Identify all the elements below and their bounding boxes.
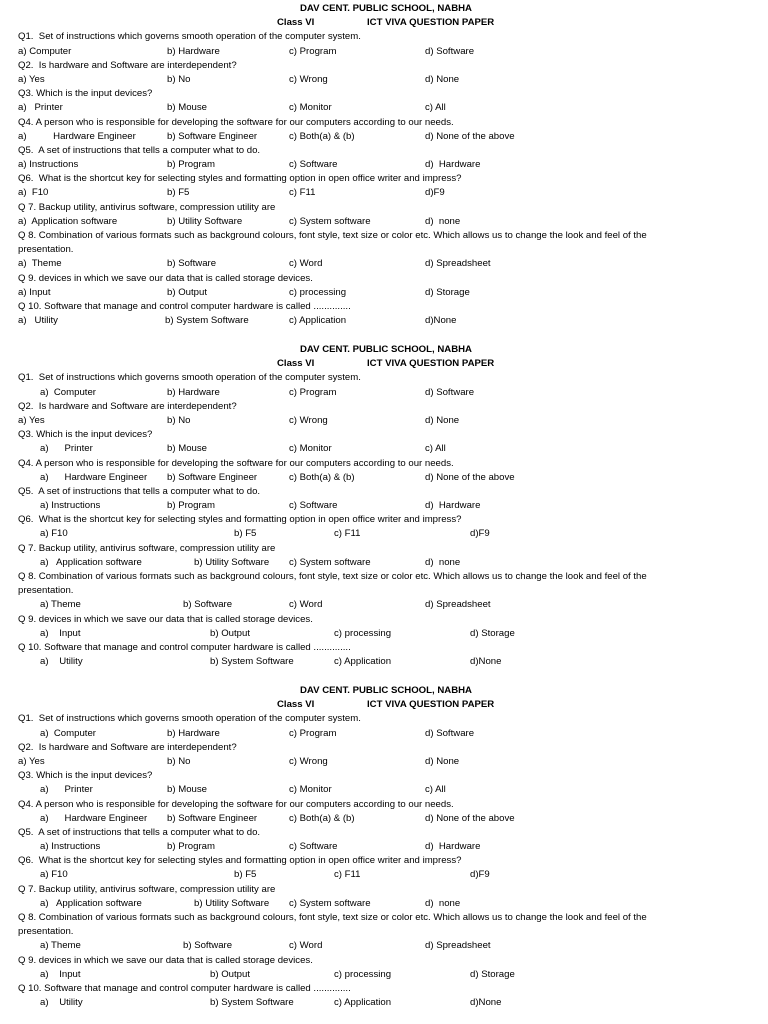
option-d: d) none: [425, 556, 461, 568]
options-line: [0, 257, 768, 271]
option-b: b) Output: [210, 627, 250, 639]
options-line: [0, 996, 768, 1010]
question-text: Q2. Is hardware and Software are interdependent?: [18, 741, 237, 753]
option-a: a) Hardware Engineer: [40, 812, 148, 824]
question-text: Q3. Which is the input devices?: [18, 429, 153, 441]
option-b: b) Program: [167, 159, 215, 171]
options-line: [0, 527, 768, 541]
option-b: b) Mouse: [167, 784, 207, 796]
options-line: [0, 45, 768, 59]
question-line: [0, 613, 768, 627]
option-c: c) Wrong: [289, 73, 328, 85]
subheader-line: [0, 16, 768, 30]
option-c: c) Software: [289, 159, 338, 171]
question-text: Q 7. Backup utility, antivirus software, compression utility are: [18, 542, 276, 554]
option-a: a) Input: [40, 627, 81, 639]
option-c: c) Both(a) & (b): [289, 812, 355, 824]
options-line: [0, 442, 768, 456]
question-text: Q 7. Backup utility, antivirus software, compression utility are: [18, 883, 276, 895]
question-line: [0, 172, 768, 186]
option-b: b) No: [167, 755, 191, 767]
question-line: [0, 883, 768, 897]
options-line: [0, 627, 768, 641]
option-c: c) Software: [289, 500, 338, 512]
question-text-continued: presentation.: [18, 926, 74, 938]
paper-title: ICT VIVA QUESTION PAPER: [367, 17, 495, 29]
option-d: d) Hardware: [425, 500, 481, 512]
option-c: c) Wrong: [289, 414, 328, 426]
option-c: c) Application: [289, 315, 347, 327]
option-b: b) Software: [183, 599, 233, 611]
option-b: b) Hardware: [167, 45, 220, 57]
question-text: Q2. Is hardware and Software are interdependent?: [18, 59, 237, 71]
option-a: a) Computer: [18, 45, 72, 57]
option-b: b) Hardware: [167, 727, 220, 739]
question-text: Q1. Set of instructions which governs smooth operation of the computer system.: [18, 713, 361, 725]
options-line: [0, 868, 768, 882]
question-line-continued: [0, 925, 768, 939]
option-c: c) System software: [289, 556, 371, 568]
question-text: Q5. A set of instructions that tells a computer what to do.: [18, 144, 261, 156]
option-a: a) Utility: [40, 997, 83, 1009]
question-text: Q 8. Combination of various formats such as background colours, font style, text size or color etc. Which allows us to change the look and feel of the: [18, 230, 647, 241]
option-a: a) Hardware Engineer: [40, 471, 148, 483]
question-line: [0, 854, 768, 868]
option-d: d)F9: [470, 528, 490, 540]
option-a: a) F10: [40, 528, 68, 540]
option-d: d) None of the above: [425, 812, 515, 824]
question-line: [0, 542, 768, 556]
option-b: b) Utility Software: [167, 215, 243, 227]
question-text: Q6. What is the shortcut key for selecting styles and formatting option in open office writer and impress?: [18, 514, 462, 526]
options-line: [0, 939, 768, 953]
question-line: [0, 911, 768, 925]
options-line: [0, 598, 768, 612]
question-line: [0, 116, 768, 130]
question-paper-copy: [0, 684, 768, 1010]
question-line: [0, 87, 768, 101]
options-line: [0, 556, 768, 570]
option-d: d) Software: [425, 45, 475, 57]
question-text: Q6. What is the shortcut key for selecting styles and formatting option in open office writer and impress?: [18, 173, 462, 185]
option-b: b) No: [167, 414, 191, 426]
option-a: a) Yes: [18, 73, 45, 85]
option-d: d) Storage: [425, 286, 470, 298]
options-line: [0, 897, 768, 911]
option-b: b) Software: [183, 940, 233, 952]
options-line: [0, 414, 768, 428]
options-line: [0, 812, 768, 826]
option-b: b) Mouse: [167, 443, 207, 455]
question-text: Q1. Set of instructions which governs smooth operation of the computer system.: [18, 372, 361, 384]
options-line: [0, 186, 768, 200]
option-b: b) F5: [234, 528, 257, 540]
option-d: d) none: [425, 897, 461, 909]
options-line: [0, 73, 768, 87]
option-b: b) Output: [167, 286, 207, 298]
option-c: c) processing: [334, 968, 392, 980]
option-a: a) Printer: [40, 784, 93, 796]
option-c: c) Word: [289, 258, 323, 270]
option-a: a) Computer: [40, 386, 96, 398]
question-text-continued: presentation.: [18, 585, 74, 597]
option-b: b) Program: [167, 841, 215, 853]
option-c: c) Wrong: [289, 755, 328, 767]
question-line: [0, 485, 768, 499]
option-d: d) Spreadsheet: [425, 258, 491, 270]
options-line: [0, 215, 768, 229]
option-a: a) Theme: [18, 258, 62, 270]
question-line: [0, 371, 768, 385]
options-line: [0, 499, 768, 513]
options-line: [0, 314, 768, 328]
question-line: [0, 954, 768, 968]
option-a: a) Instructions: [40, 500, 101, 512]
options-line: [0, 286, 768, 300]
options-line: [0, 727, 768, 741]
question-text: Q 10. Software that manage and control computer hardware is called ..............: [18, 641, 351, 653]
option-d: d)F9: [425, 187, 445, 199]
option-b: b) Program: [167, 500, 215, 512]
options-line: [0, 840, 768, 854]
question-text: Q6. What is the shortcut key for selecting styles and formatting option in open office writer and impress?: [18, 855, 462, 867]
option-d: d) none: [425, 215, 461, 227]
question-text: Q 9. devices in which we save our data that is called storage devices.: [18, 954, 313, 966]
options-line: [0, 471, 768, 485]
question-line: [0, 59, 768, 73]
option-a: a) Input: [40, 968, 81, 980]
option-b: b) Mouse: [167, 102, 207, 114]
option-d: d) None: [425, 414, 460, 426]
option-b: b) Software Engineer: [167, 812, 258, 824]
question-text: Q3. Which is the input devices?: [18, 88, 153, 100]
option-c: c) F11: [289, 187, 316, 199]
option-b: b) System Software: [210, 997, 294, 1009]
option-b: b) Software Engineer: [167, 130, 258, 142]
option-d: d) Storage: [470, 968, 515, 980]
question-text: Q 8. Combination of various formats such as background colours, font style, text size or color etc. Which allows us to change the look and feel of the: [18, 571, 647, 582]
option-b: b) Software Engineer: [167, 471, 258, 483]
option-a: a) Application software: [18, 215, 118, 227]
option-d: d) Software: [425, 386, 475, 398]
question-text-continued: presentation.: [18, 244, 74, 256]
option-c: c) processing: [334, 627, 392, 639]
option-c: c) System software: [289, 897, 371, 909]
options-line: [0, 655, 768, 669]
question-line: [0, 272, 768, 286]
option-b: b) System Software: [210, 656, 294, 668]
option-c: c) Program: [289, 727, 337, 739]
option-d: d)None: [470, 997, 502, 1009]
option-c: c) System software: [289, 215, 371, 227]
option-c: c) Software: [289, 841, 338, 853]
option-c: c) F11: [334, 869, 361, 881]
options-line: [0, 968, 768, 982]
header-line: [0, 2, 768, 16]
class-label: Class VI: [277, 358, 315, 370]
question-text: Q1. Set of instructions which governs smooth operation of the computer system.: [18, 31, 361, 43]
option-d: d) None: [425, 755, 460, 767]
option-d: d) None: [425, 73, 460, 85]
header-line: [0, 684, 768, 698]
options-line: [0, 158, 768, 172]
option-a: a) Yes: [18, 414, 45, 426]
option-c: c) Monitor: [289, 102, 332, 114]
option-c: c) Both(a) & (b): [289, 471, 355, 483]
question-line: [0, 741, 768, 755]
school-name: DAV CENT. PUBLIC SCHOOL, NABHA: [300, 3, 472, 14]
question-line-continued: [0, 243, 768, 257]
question-text: Q5. A set of instructions that tells a computer what to do.: [18, 826, 261, 838]
class-label: Class VI: [277, 699, 315, 711]
question-text: Q3. Which is the input devices?: [18, 770, 153, 782]
question-text: Q4. A person who is responsible for developing the software for our computers according to our needs.: [18, 457, 454, 469]
question-text: Q5. A set of instructions that tells a computer what to do.: [18, 485, 261, 497]
question-paper-copy: [0, 343, 768, 669]
options-line: [0, 130, 768, 144]
school-name: DAV CENT. PUBLIC SCHOOL, NABHA: [300, 344, 472, 355]
question-text: Q 10. Software that manage and control computer hardware is called ..............: [18, 982, 351, 994]
question-text: Q 8. Combination of various formats such as background colours, font style, text size or color etc. Which allows us to change the look and feel of the: [18, 912, 647, 923]
option-a: a) Theme: [40, 599, 81, 611]
option-d: d)F9: [470, 869, 490, 881]
option-d: d) Software: [425, 727, 475, 739]
option-a: a) Hardware Engineer: [18, 130, 136, 142]
option-d: d) Spreadsheet: [425, 599, 491, 611]
options-line: [0, 386, 768, 400]
school-name: DAV CENT. PUBLIC SCHOOL, NABHA: [300, 685, 472, 696]
option-c: c) Application: [334, 997, 392, 1009]
option-c: c) Word: [289, 599, 323, 611]
question-text: Q 7. Backup utility, antivirus software, compression utility are: [18, 201, 276, 213]
question-line: [0, 826, 768, 840]
question-line: [0, 144, 768, 158]
question-text: Q4. A person who is responsible for developing the software for our computers according to our needs.: [18, 116, 454, 128]
option-b: b) Software: [167, 258, 217, 270]
question-text: Q 9. devices in which we save our data that is called storage devices.: [18, 613, 313, 625]
question-line: [0, 982, 768, 996]
subheader-line: [0, 698, 768, 712]
option-a: a) F10: [40, 869, 68, 881]
option-b: b) No: [167, 73, 191, 85]
option-d: d) Hardware: [425, 159, 481, 171]
option-a: a) Instructions: [40, 841, 101, 853]
option-c: c) Word: [289, 940, 323, 952]
subheader-line: [0, 357, 768, 371]
option-b: b) Utility Software: [194, 897, 270, 909]
option-a: a) Utility: [40, 656, 83, 668]
question-line-continued: [0, 584, 768, 598]
options-line: [0, 783, 768, 797]
option-a: a) Yes: [18, 755, 45, 767]
question-line: [0, 300, 768, 314]
question-line: [0, 570, 768, 584]
option-c: c) Program: [289, 386, 337, 398]
option-a: a) Application software: [40, 897, 142, 909]
question-paper-copy: [0, 2, 768, 328]
option-a: a) Input: [18, 286, 51, 298]
option-c: c) Monitor: [289, 443, 332, 455]
question-line: [0, 641, 768, 655]
question-text: Q2. Is hardware and Software are interdependent?: [18, 400, 237, 412]
option-b: b) Hardware: [167, 386, 220, 398]
question-line: [0, 798, 768, 812]
option-d: d) Hardware: [425, 841, 481, 853]
option-d: d) None of the above: [425, 130, 515, 142]
option-b: b) Output: [210, 968, 250, 980]
option-b: b) Utility Software: [194, 556, 270, 568]
option-a: a) Utility: [18, 315, 58, 327]
paper-title: ICT VIVA QUESTION PAPER: [367, 699, 495, 711]
option-c: c) Both(a) & (b): [289, 130, 355, 142]
option-a: a) Theme: [40, 940, 81, 952]
question-line: [0, 428, 768, 442]
option-d: d) None of the above: [425, 471, 515, 483]
option-a: a) Computer: [40, 727, 96, 739]
question-line: [0, 201, 768, 215]
option-d: d)None: [470, 656, 502, 668]
option-a: a) Application software: [40, 556, 142, 568]
option-c: c) Monitor: [289, 784, 332, 796]
option-d: d) Spreadsheet: [425, 940, 491, 952]
option-d: c) All: [425, 443, 446, 455]
question-text: Q4. A person who is responsible for developing the software for our computers according to our needs.: [18, 798, 454, 810]
header-line: [0, 343, 768, 357]
option-c: c) F11: [334, 528, 361, 540]
question-line: [0, 400, 768, 414]
paper-title: ICT VIVA QUESTION PAPER: [367, 358, 495, 370]
option-a: a) Printer: [18, 102, 63, 114]
option-b: b) System Software: [165, 315, 249, 327]
option-d: d)None: [425, 315, 457, 327]
question-line: [0, 712, 768, 726]
question-line: [0, 769, 768, 783]
option-d: c) All: [425, 784, 446, 796]
option-c: c) Program: [289, 45, 337, 57]
question-line: [0, 513, 768, 527]
option-b: b) F5: [167, 187, 190, 199]
options-line: [0, 101, 768, 115]
option-c: c) processing: [289, 286, 347, 298]
option-a: a) Printer: [40, 443, 93, 455]
options-line: [0, 755, 768, 769]
option-d: c) All: [425, 102, 446, 114]
option-c: c) Application: [334, 656, 392, 668]
question-line: [0, 229, 768, 243]
class-label: Class VI: [277, 17, 315, 29]
option-a: a) F10: [18, 187, 49, 199]
question-text: Q 10. Software that manage and control computer hardware is called ..............: [18, 300, 351, 312]
option-b: b) F5: [234, 869, 257, 881]
question-line: [0, 30, 768, 44]
option-a: a) Instructions: [18, 159, 79, 171]
question-text: Q 9. devices in which we save our data that is called storage devices.: [18, 272, 313, 284]
option-d: d) Storage: [470, 627, 515, 639]
question-line: [0, 457, 768, 471]
